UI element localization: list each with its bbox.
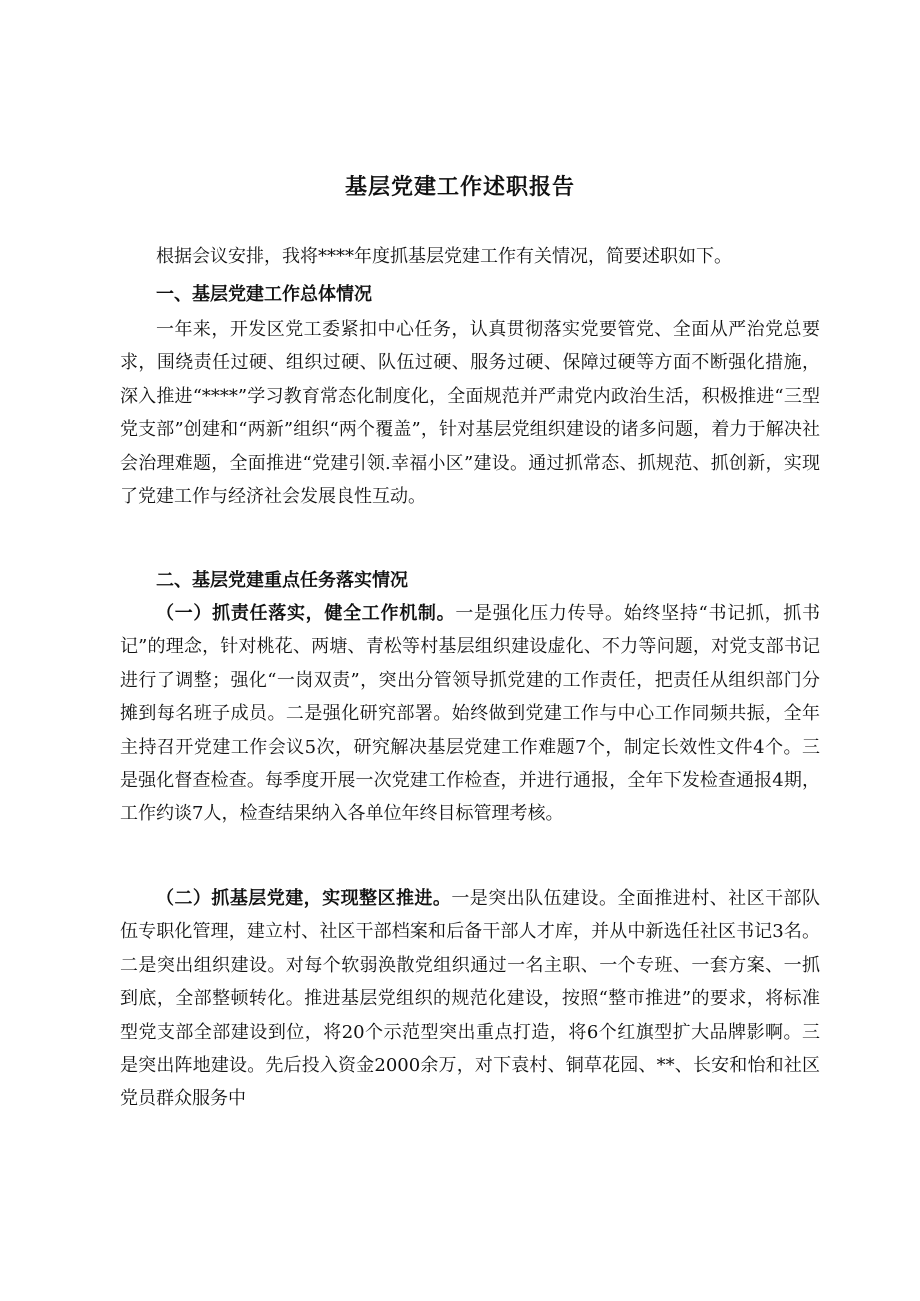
document-title: 基层党建工作述职报告 bbox=[344, 175, 575, 200]
section-heading-key-tasks: 二、基层党建重点任务落实情况 bbox=[156, 570, 408, 591]
item-grassroots-lead: （二）抓基层党建，实现整区推进。 bbox=[156, 888, 452, 909]
intro-paragraph: 根据会议安排，我将****年度抓基层党建工作有关情况，简要述职如下。 bbox=[156, 246, 732, 267]
section-overall-paragraph: 一年来，开发区党工委紧扣中心任务，认真贯彻落实党要管党、全面从严治党总要求，围绕责任过硬、组织过硬、队伍过硬、服务过硬、保障过硬等方面不断强化措施，深入推进“****”学习教育常态化制度化，全面规范并严肃党内政治生活，积极推进“三型党支部”创建和“两新”组织“两个覆盖”，针对基层党组织建设的诸多问题，着力于解决社会治理难题，全面推进“党建引领.幸福小区”建设。通过抓常态、抓规范、抓创新，实现了党建工作与经济社会发展良性互动。 bbox=[120, 319, 820, 508]
item-grassroots-body: 一是突出队伍建设。全面推进村、社区干部队伍专职化管理，建立村、社区干部档案和后备干部人才库，并从中新选任社区书记3名。二是突出组织建设。对每个软弱涣散党组织通过一名主职、一个专班、一套方案、一抓到底，全部整顿转化。推进基层党组织的规范化建设，按照“整市推进”的要求，将标准型党支部全部建设到位，将20个示范型突出重点打造，将6个红旗型扩大品牌影啊。三是突出阵地建设。先后投入资金2000余万，对下袁村、铜草花园、**、长安和怡和社区党员群众服务中 bbox=[120, 888, 820, 1110]
item-responsibility-lead: （一）抓责任落实，健全工作机制。 bbox=[156, 603, 456, 624]
item-responsibility-body: 一是强化压力传导。始终坚持“书记抓，抓书记”的理念，针对桃花、两塘、青松等村基层组织建设虚化、不力等问题，对党支部书记进行了调整；强化“一岗双责”，突出分管领导抓党建的工作责任，把责任从组织部门分摊到每名班子成员。二是强化研究部署。始终做到党建工作与中心工作同频共振，全年主持召开党建工作会议5次，研究解决基层党建工作难题7个，制定长效性文件4个。三是强化督查检查。每季度开展一次党建工作检查，并进行通报，全年下发检查通报4期，工作约谈7人，检查结果纳入各单位年终目标管理考核。 bbox=[120, 603, 821, 825]
item-responsibility-paragraph bbox=[120, 597, 820, 831]
section-heading-overall: 一、基层党建工作总体情况 bbox=[156, 284, 372, 305]
item-grassroots-paragraph bbox=[120, 882, 820, 1116]
